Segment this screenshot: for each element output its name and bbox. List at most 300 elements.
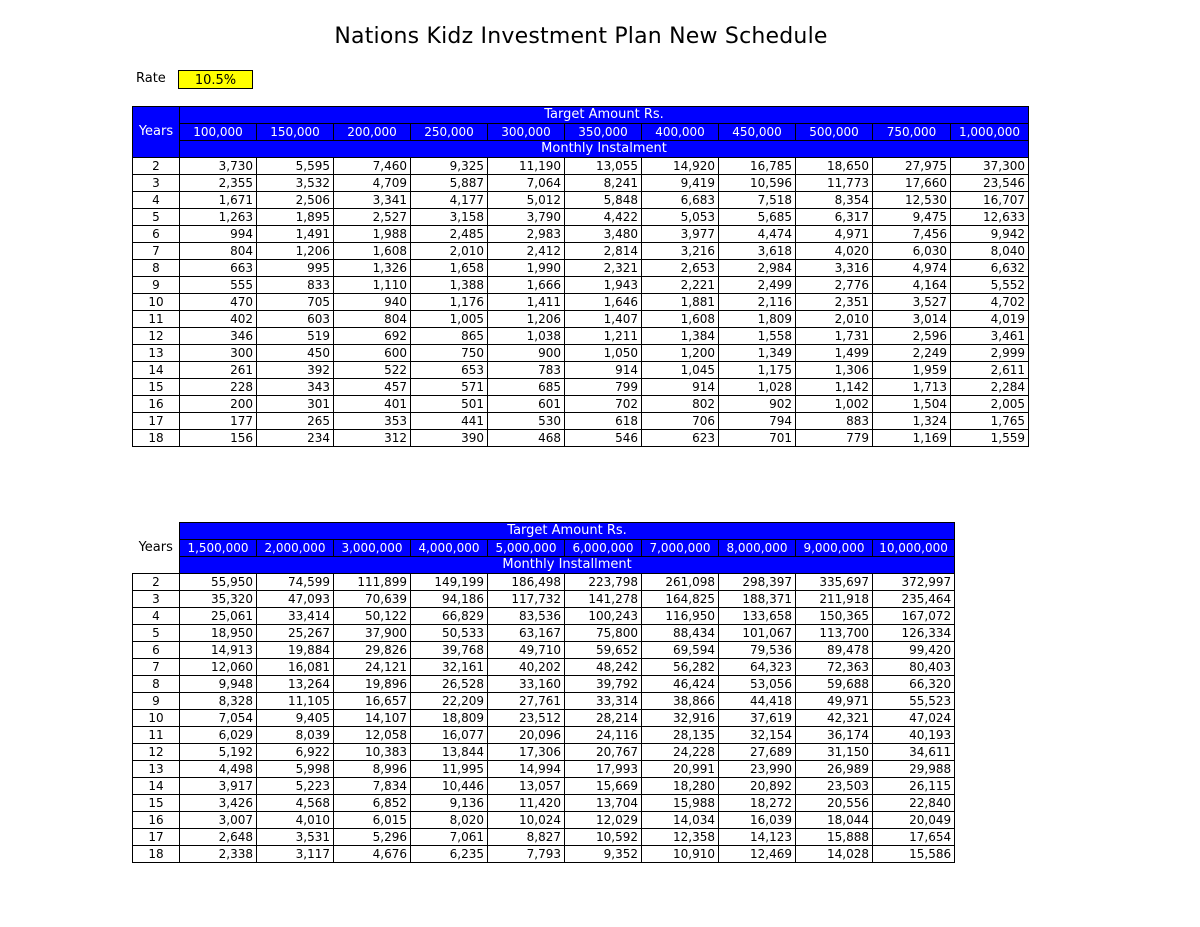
instalment-cell[interactable]: 3,532 bbox=[257, 175, 334, 192]
instalment-cell[interactable]: 47,024 bbox=[873, 710, 955, 727]
instalment-cell[interactable]: 1,504 bbox=[873, 396, 951, 413]
instalment-cell[interactable]: 6,632 bbox=[951, 260, 1029, 277]
instalment-cell[interactable]: 18,950 bbox=[180, 625, 257, 642]
years-cell[interactable]: 13 bbox=[133, 761, 180, 778]
instalment-cell[interactable]: 14,994 bbox=[488, 761, 565, 778]
years-cell[interactable]: 8 bbox=[133, 260, 180, 277]
instalment-cell[interactable]: 5,053 bbox=[642, 209, 719, 226]
years-cell[interactable]: 11 bbox=[133, 311, 180, 328]
instalment-cell[interactable]: 13,264 bbox=[257, 676, 334, 693]
instalment-cell[interactable]: 1,959 bbox=[873, 362, 951, 379]
instalment-cell[interactable]: 1,263 bbox=[180, 209, 257, 226]
instalment-cell[interactable]: 38,866 bbox=[642, 693, 719, 710]
instalment-cell[interactable]: 2,116 bbox=[719, 294, 796, 311]
instalment-cell[interactable]: 603 bbox=[257, 311, 334, 328]
instalment-cell[interactable]: 5,685 bbox=[719, 209, 796, 226]
instalment-cell[interactable]: 23,512 bbox=[488, 710, 565, 727]
instalment-cell[interactable]: 89,478 bbox=[796, 642, 873, 659]
instalment-cell[interactable]: 33,414 bbox=[257, 608, 334, 625]
instalment-cell[interactable]: 7,793 bbox=[488, 846, 565, 863]
instalment-cell[interactable]: 9,475 bbox=[873, 209, 951, 226]
instalment-cell[interactable]: 18,044 bbox=[796, 812, 873, 829]
instalment-cell[interactable]: 5,552 bbox=[951, 277, 1029, 294]
instalment-cell[interactable]: 301 bbox=[257, 396, 334, 413]
instalment-cell[interactable]: 10,592 bbox=[565, 829, 642, 846]
rate-value-cell[interactable]: 10.5% bbox=[178, 70, 253, 89]
instalment-cell[interactable]: 4,971 bbox=[796, 226, 873, 243]
instalment-cell[interactable]: 1,809 bbox=[719, 311, 796, 328]
instalment-cell[interactable]: 10,024 bbox=[488, 812, 565, 829]
instalment-cell[interactable]: 2,611 bbox=[951, 362, 1029, 379]
instalment-cell[interactable]: 39,792 bbox=[565, 676, 642, 693]
instalment-cell[interactable]: 5,223 bbox=[257, 778, 334, 795]
instalment-cell[interactable]: 914 bbox=[642, 379, 719, 396]
instalment-cell[interactable]: 6,317 bbox=[796, 209, 873, 226]
years-cell[interactable]: 18 bbox=[133, 846, 180, 863]
instalment-cell[interactable]: 133,658 bbox=[719, 608, 796, 625]
instalment-cell[interactable]: 150,365 bbox=[796, 608, 873, 625]
instalment-cell[interactable]: 47,093 bbox=[257, 591, 334, 608]
instalment-cell[interactable]: 705 bbox=[257, 294, 334, 311]
years-cell[interactable]: 15 bbox=[133, 795, 180, 812]
instalment-cell[interactable]: 7,456 bbox=[873, 226, 951, 243]
instalment-cell[interactable]: 1,765 bbox=[951, 413, 1029, 430]
instalment-cell[interactable]: 69,594 bbox=[642, 642, 719, 659]
instalment-cell[interactable]: 900 bbox=[488, 345, 565, 362]
instalment-cell[interactable]: 20,049 bbox=[873, 812, 955, 829]
instalment-cell[interactable]: 5,296 bbox=[334, 829, 411, 846]
instalment-cell[interactable]: 265 bbox=[257, 413, 334, 430]
instalment-cell[interactable]: 7,061 bbox=[411, 829, 488, 846]
instalment-cell[interactable]: 10,910 bbox=[642, 846, 719, 863]
years-cell[interactable]: 14 bbox=[133, 362, 180, 379]
instalment-cell[interactable]: 12,060 bbox=[180, 659, 257, 676]
instalment-cell[interactable]: 70,639 bbox=[334, 591, 411, 608]
instalment-cell[interactable]: 335,697 bbox=[796, 574, 873, 591]
instalment-cell[interactable]: 2,010 bbox=[796, 311, 873, 328]
instalment-cell[interactable]: 19,896 bbox=[334, 676, 411, 693]
instalment-cell[interactable]: 2,653 bbox=[642, 260, 719, 277]
instalment-cell[interactable]: 8,328 bbox=[180, 693, 257, 710]
years-cell[interactable]: 4 bbox=[133, 608, 180, 625]
instalment-cell[interactable]: 72,363 bbox=[796, 659, 873, 676]
instalment-cell[interactable]: 20,892 bbox=[719, 778, 796, 795]
instalment-cell[interactable]: 2,321 bbox=[565, 260, 642, 277]
years-cell[interactable]: 5 bbox=[133, 625, 180, 642]
instalment-cell[interactable]: 37,619 bbox=[719, 710, 796, 727]
years-cell[interactable]: 9 bbox=[133, 277, 180, 294]
years-cell[interactable]: 12 bbox=[133, 744, 180, 761]
instalment-cell[interactable]: 6,030 bbox=[873, 243, 951, 260]
instalment-cell[interactable]: 312 bbox=[334, 430, 411, 447]
instalment-cell[interactable]: 17,654 bbox=[873, 829, 955, 846]
instalment-cell[interactable]: 26,528 bbox=[411, 676, 488, 693]
instalment-cell[interactable]: 300 bbox=[180, 345, 257, 362]
instalment-cell[interactable]: 1,943 bbox=[565, 277, 642, 294]
instalment-cell[interactable]: 883 bbox=[796, 413, 873, 430]
instalment-cell[interactable]: 167,072 bbox=[873, 608, 955, 625]
instalment-cell[interactable]: 1,142 bbox=[796, 379, 873, 396]
instalment-cell[interactable]: 12,029 bbox=[565, 812, 642, 829]
instalment-cell[interactable]: 141,278 bbox=[565, 591, 642, 608]
instalment-cell[interactable]: 24,228 bbox=[642, 744, 719, 761]
instalment-cell[interactable]: 101,067 bbox=[719, 625, 796, 642]
instalment-cell[interactable]: 33,160 bbox=[488, 676, 565, 693]
instalment-cell[interactable]: 261 bbox=[180, 362, 257, 379]
instalment-cell[interactable]: 571 bbox=[411, 379, 488, 396]
instalment-cell[interactable]: 1,388 bbox=[411, 277, 488, 294]
instalment-cell[interactable]: 4,422 bbox=[565, 209, 642, 226]
years-cell[interactable]: 12 bbox=[133, 328, 180, 345]
instalment-cell[interactable]: 1,713 bbox=[873, 379, 951, 396]
instalment-cell[interactable]: 15,888 bbox=[796, 829, 873, 846]
instalment-cell[interactable]: 37,900 bbox=[334, 625, 411, 642]
instalment-cell[interactable]: 7,064 bbox=[488, 175, 565, 192]
instalment-cell[interactable]: 1,658 bbox=[411, 260, 488, 277]
instalment-cell[interactable]: 113,700 bbox=[796, 625, 873, 642]
instalment-cell[interactable]: 28,135 bbox=[642, 727, 719, 744]
instalment-cell[interactable]: 343 bbox=[257, 379, 334, 396]
instalment-cell[interactable]: 29,826 bbox=[334, 642, 411, 659]
instalment-cell[interactable]: 186,498 bbox=[488, 574, 565, 591]
instalment-cell[interactable]: 783 bbox=[488, 362, 565, 379]
instalment-cell[interactable]: 4,020 bbox=[796, 243, 873, 260]
years-cell[interactable]: 5 bbox=[133, 209, 180, 226]
instalment-cell[interactable]: 116,950 bbox=[642, 608, 719, 625]
instalment-cell[interactable]: 56,282 bbox=[642, 659, 719, 676]
instalment-cell[interactable]: 37,300 bbox=[951, 158, 1029, 175]
years-cell[interactable]: 6 bbox=[133, 226, 180, 243]
instalment-cell[interactable]: 17,660 bbox=[873, 175, 951, 192]
instalment-cell[interactable]: 5,012 bbox=[488, 192, 565, 209]
instalment-cell[interactable]: 75,800 bbox=[565, 625, 642, 642]
instalment-cell[interactable]: 156 bbox=[180, 430, 257, 447]
instalment-cell[interactable]: 3,007 bbox=[180, 812, 257, 829]
instalment-cell[interactable]: 8,241 bbox=[565, 175, 642, 192]
years-cell[interactable]: 8 bbox=[133, 676, 180, 693]
instalment-cell[interactable]: 9,419 bbox=[642, 175, 719, 192]
instalment-cell[interactable]: 402 bbox=[180, 311, 257, 328]
instalment-cell[interactable]: 685 bbox=[488, 379, 565, 396]
instalment-cell[interactable]: 1,384 bbox=[642, 328, 719, 345]
instalment-cell[interactable]: 2,485 bbox=[411, 226, 488, 243]
instalment-cell[interactable]: 20,767 bbox=[565, 744, 642, 761]
instalment-cell[interactable]: 34,611 bbox=[873, 744, 955, 761]
instalment-cell[interactable]: 11,190 bbox=[488, 158, 565, 175]
instalment-cell[interactable]: 9,325 bbox=[411, 158, 488, 175]
instalment-cell[interactable]: 15,988 bbox=[642, 795, 719, 812]
years-cell[interactable]: 13 bbox=[133, 345, 180, 362]
instalment-cell[interactable]: 66,320 bbox=[873, 676, 955, 693]
instalment-cell[interactable]: 1,671 bbox=[180, 192, 257, 209]
instalment-cell[interactable]: 49,971 bbox=[796, 693, 873, 710]
instalment-cell[interactable]: 14,034 bbox=[642, 812, 719, 829]
instalment-cell[interactable]: 470 bbox=[180, 294, 257, 311]
instalment-cell[interactable]: 14,107 bbox=[334, 710, 411, 727]
instalment-cell[interactable]: 450 bbox=[257, 345, 334, 362]
instalment-cell[interactable]: 1,045 bbox=[642, 362, 719, 379]
instalment-cell[interactable]: 50,533 bbox=[411, 625, 488, 642]
instalment-cell[interactable]: 530 bbox=[488, 413, 565, 430]
instalment-cell[interactable]: 1,176 bbox=[411, 294, 488, 311]
years-cell[interactable]: 17 bbox=[133, 829, 180, 846]
instalment-cell[interactable]: 164,825 bbox=[642, 591, 719, 608]
years-cell[interactable]: 11 bbox=[133, 727, 180, 744]
instalment-cell[interactable]: 3,117 bbox=[257, 846, 334, 863]
instalment-cell[interactable]: 1,895 bbox=[257, 209, 334, 226]
instalment-cell[interactable]: 1,050 bbox=[565, 345, 642, 362]
instalment-cell[interactable]: 19,884 bbox=[257, 642, 334, 659]
instalment-cell[interactable]: 2,506 bbox=[257, 192, 334, 209]
instalment-cell[interactable]: 3,618 bbox=[719, 243, 796, 260]
instalment-cell[interactable]: 24,121 bbox=[334, 659, 411, 676]
years-cell[interactable]: 3 bbox=[133, 591, 180, 608]
instalment-cell[interactable]: 33,314 bbox=[565, 693, 642, 710]
instalment-cell[interactable]: 2,284 bbox=[951, 379, 1029, 396]
instalment-cell[interactable]: 100,243 bbox=[565, 608, 642, 625]
instalment-cell[interactable]: 8,020 bbox=[411, 812, 488, 829]
instalment-cell[interactable]: 1,326 bbox=[334, 260, 411, 277]
instalment-cell[interactable]: 64,323 bbox=[719, 659, 796, 676]
instalment-cell[interactable]: 32,161 bbox=[411, 659, 488, 676]
instalment-cell[interactable]: 10,596 bbox=[719, 175, 796, 192]
instalment-cell[interactable]: 1,499 bbox=[796, 345, 873, 362]
instalment-cell[interactable]: 22,209 bbox=[411, 693, 488, 710]
instalment-cell[interactable]: 940 bbox=[334, 294, 411, 311]
instalment-cell[interactable]: 48,242 bbox=[565, 659, 642, 676]
instalment-cell[interactable]: 80,403 bbox=[873, 659, 955, 676]
instalment-cell[interactable]: 99,420 bbox=[873, 642, 955, 659]
years-cell[interactable]: 7 bbox=[133, 243, 180, 260]
instalment-cell[interactable]: 16,657 bbox=[334, 693, 411, 710]
instalment-cell[interactable]: 9,942 bbox=[951, 226, 1029, 243]
instalment-cell[interactable]: 18,650 bbox=[796, 158, 873, 175]
instalment-cell[interactable]: 29,988 bbox=[873, 761, 955, 778]
instalment-cell[interactable]: 23,546 bbox=[951, 175, 1029, 192]
instalment-cell[interactable]: 1,411 bbox=[488, 294, 565, 311]
instalment-cell[interactable]: 188,371 bbox=[719, 591, 796, 608]
instalment-cell[interactable]: 3,527 bbox=[873, 294, 951, 311]
years-cell[interactable]: 10 bbox=[133, 294, 180, 311]
instalment-cell[interactable]: 692 bbox=[334, 328, 411, 345]
instalment-cell[interactable]: 79,536 bbox=[719, 642, 796, 659]
instalment-cell[interactable]: 23,503 bbox=[796, 778, 873, 795]
instalment-cell[interactable]: 13,844 bbox=[411, 744, 488, 761]
instalment-cell[interactable]: 39,768 bbox=[411, 642, 488, 659]
instalment-cell[interactable]: 6,922 bbox=[257, 744, 334, 761]
instalment-cell[interactable]: 701 bbox=[719, 430, 796, 447]
instalment-cell[interactable]: 4,568 bbox=[257, 795, 334, 812]
instalment-cell[interactable]: 702 bbox=[565, 396, 642, 413]
instalment-cell[interactable]: 126,334 bbox=[873, 625, 955, 642]
instalment-cell[interactable]: 1,169 bbox=[873, 430, 951, 447]
instalment-cell[interactable]: 12,469 bbox=[719, 846, 796, 863]
instalment-cell[interactable]: 8,354 bbox=[796, 192, 873, 209]
instalment-cell[interactable]: 26,989 bbox=[796, 761, 873, 778]
instalment-cell[interactable]: 1,731 bbox=[796, 328, 873, 345]
instalment-cell[interactable]: 53,056 bbox=[719, 676, 796, 693]
instalment-cell[interactable]: 1,306 bbox=[796, 362, 873, 379]
instalment-cell[interactable]: 149,199 bbox=[411, 574, 488, 591]
instalment-cell[interactable]: 50,122 bbox=[334, 608, 411, 625]
instalment-cell[interactable]: 36,174 bbox=[796, 727, 873, 744]
instalment-cell[interactable]: 74,599 bbox=[257, 574, 334, 591]
instalment-cell[interactable]: 401 bbox=[334, 396, 411, 413]
instalment-cell[interactable]: 8,996 bbox=[334, 761, 411, 778]
instalment-cell[interactable]: 799 bbox=[565, 379, 642, 396]
instalment-cell[interactable]: 27,689 bbox=[719, 744, 796, 761]
instalment-cell[interactable]: 6,683 bbox=[642, 192, 719, 209]
instalment-cell[interactable]: 995 bbox=[257, 260, 334, 277]
instalment-cell[interactable]: 1,038 bbox=[488, 328, 565, 345]
instalment-cell[interactable]: 15,669 bbox=[565, 778, 642, 795]
instalment-cell[interactable]: 2,999 bbox=[951, 345, 1029, 362]
instalment-cell[interactable]: 3,917 bbox=[180, 778, 257, 795]
instalment-cell[interactable]: 1,558 bbox=[719, 328, 796, 345]
instalment-cell[interactable]: 750 bbox=[411, 345, 488, 362]
instalment-cell[interactable]: 6,235 bbox=[411, 846, 488, 863]
instalment-cell[interactable]: 2,351 bbox=[796, 294, 873, 311]
instalment-cell[interactable]: 6,015 bbox=[334, 812, 411, 829]
instalment-cell[interactable]: 59,652 bbox=[565, 642, 642, 659]
instalment-cell[interactable]: 20,096 bbox=[488, 727, 565, 744]
instalment-cell[interactable]: 27,761 bbox=[488, 693, 565, 710]
instalment-cell[interactable]: 12,358 bbox=[642, 829, 719, 846]
instalment-cell[interactable]: 223,798 bbox=[565, 574, 642, 591]
instalment-cell[interactable]: 8,040 bbox=[951, 243, 1029, 260]
instalment-cell[interactable]: 618 bbox=[565, 413, 642, 430]
instalment-cell[interactable]: 7,054 bbox=[180, 710, 257, 727]
instalment-cell[interactable]: 390 bbox=[411, 430, 488, 447]
instalment-cell[interactable]: 3,461 bbox=[951, 328, 1029, 345]
instalment-cell[interactable]: 2,412 bbox=[488, 243, 565, 260]
instalment-cell[interactable]: 8,039 bbox=[257, 727, 334, 744]
instalment-cell[interactable]: 14,028 bbox=[796, 846, 873, 863]
years-cell[interactable]: 14 bbox=[133, 778, 180, 795]
instalment-cell[interactable]: 18,809 bbox=[411, 710, 488, 727]
instalment-cell[interactable]: 353 bbox=[334, 413, 411, 430]
instalment-cell[interactable]: 653 bbox=[411, 362, 488, 379]
instalment-cell[interactable]: 94,186 bbox=[411, 591, 488, 608]
instalment-cell[interactable]: 1,988 bbox=[334, 226, 411, 243]
instalment-cell[interactable]: 865 bbox=[411, 328, 488, 345]
instalment-cell[interactable]: 1,028 bbox=[719, 379, 796, 396]
instalment-cell[interactable]: 46,424 bbox=[642, 676, 719, 693]
instalment-cell[interactable]: 23,990 bbox=[719, 761, 796, 778]
instalment-cell[interactable]: 7,834 bbox=[334, 778, 411, 795]
instalment-cell[interactable]: 42,321 bbox=[796, 710, 873, 727]
instalment-cell[interactable]: 1,666 bbox=[488, 277, 565, 294]
instalment-cell[interactable]: 3,316 bbox=[796, 260, 873, 277]
instalment-cell[interactable]: 1,200 bbox=[642, 345, 719, 362]
instalment-cell[interactable]: 3,730 bbox=[180, 158, 257, 175]
instalment-cell[interactable]: 3,977 bbox=[642, 226, 719, 243]
instalment-cell[interactable]: 7,460 bbox=[334, 158, 411, 175]
instalment-cell[interactable]: 5,192 bbox=[180, 744, 257, 761]
instalment-cell[interactable]: 55,523 bbox=[873, 693, 955, 710]
instalment-cell[interactable]: 25,061 bbox=[180, 608, 257, 625]
instalment-cell[interactable]: 4,010 bbox=[257, 812, 334, 829]
instalment-cell[interactable]: 11,420 bbox=[488, 795, 565, 812]
instalment-cell[interactable]: 26,115 bbox=[873, 778, 955, 795]
instalment-cell[interactable]: 66,829 bbox=[411, 608, 488, 625]
instalment-cell[interactable]: 2,983 bbox=[488, 226, 565, 243]
instalment-cell[interactable]: 1,559 bbox=[951, 430, 1029, 447]
years-cell[interactable]: 2 bbox=[133, 574, 180, 591]
instalment-cell[interactable]: 35,320 bbox=[180, 591, 257, 608]
instalment-cell[interactable]: 994 bbox=[180, 226, 257, 243]
instalment-cell[interactable]: 1,608 bbox=[334, 243, 411, 260]
instalment-cell[interactable]: 88,434 bbox=[642, 625, 719, 642]
instalment-cell[interactable]: 3,480 bbox=[565, 226, 642, 243]
instalment-cell[interactable]: 40,202 bbox=[488, 659, 565, 676]
instalment-cell[interactable]: 2,776 bbox=[796, 277, 873, 294]
years-cell[interactable]: 17 bbox=[133, 413, 180, 430]
instalment-cell[interactable]: 706 bbox=[642, 413, 719, 430]
instalment-cell[interactable]: 12,530 bbox=[873, 192, 951, 209]
instalment-cell[interactable]: 501 bbox=[411, 396, 488, 413]
instalment-cell[interactable]: 200 bbox=[180, 396, 257, 413]
instalment-cell[interactable]: 16,077 bbox=[411, 727, 488, 744]
instalment-cell[interactable]: 1,175 bbox=[719, 362, 796, 379]
instalment-cell[interactable]: 9,405 bbox=[257, 710, 334, 727]
instalment-cell[interactable]: 83,536 bbox=[488, 608, 565, 625]
years-cell[interactable]: 7 bbox=[133, 659, 180, 676]
instalment-cell[interactable]: 18,280 bbox=[642, 778, 719, 795]
instalment-cell[interactable]: 14,920 bbox=[642, 158, 719, 175]
instalment-cell[interactable]: 14,913 bbox=[180, 642, 257, 659]
instalment-cell[interactable]: 111,899 bbox=[334, 574, 411, 591]
instalment-cell[interactable]: 601 bbox=[488, 396, 565, 413]
instalment-cell[interactable]: 9,948 bbox=[180, 676, 257, 693]
instalment-cell[interactable]: 1,990 bbox=[488, 260, 565, 277]
instalment-cell[interactable]: 3,426 bbox=[180, 795, 257, 812]
instalment-cell[interactable]: 441 bbox=[411, 413, 488, 430]
instalment-cell[interactable]: 2,499 bbox=[719, 277, 796, 294]
years-cell[interactable]: 4 bbox=[133, 192, 180, 209]
instalment-cell[interactable]: 372,997 bbox=[873, 574, 955, 591]
instalment-cell[interactable]: 12,633 bbox=[951, 209, 1029, 226]
instalment-cell[interactable]: 6,852 bbox=[334, 795, 411, 812]
instalment-cell[interactable]: 24,116 bbox=[565, 727, 642, 744]
instalment-cell[interactable]: 4,702 bbox=[951, 294, 1029, 311]
instalment-cell[interactable]: 2,221 bbox=[642, 277, 719, 294]
instalment-cell[interactable]: 16,081 bbox=[257, 659, 334, 676]
years-cell[interactable]: 3 bbox=[133, 175, 180, 192]
instalment-cell[interactable]: 11,105 bbox=[257, 693, 334, 710]
instalment-cell[interactable]: 4,498 bbox=[180, 761, 257, 778]
instalment-cell[interactable]: 346 bbox=[180, 328, 257, 345]
instalment-cell[interactable]: 6,029 bbox=[180, 727, 257, 744]
instalment-cell[interactable]: 2,249 bbox=[873, 345, 951, 362]
instalment-cell[interactable]: 17,993 bbox=[565, 761, 642, 778]
years-cell[interactable]: 2 bbox=[133, 158, 180, 175]
instalment-cell[interactable]: 4,676 bbox=[334, 846, 411, 863]
instalment-cell[interactable]: 10,446 bbox=[411, 778, 488, 795]
instalment-cell[interactable]: 20,556 bbox=[796, 795, 873, 812]
instalment-cell[interactable]: 7,518 bbox=[719, 192, 796, 209]
instalment-cell[interactable]: 2,005 bbox=[951, 396, 1029, 413]
instalment-cell[interactable]: 1,206 bbox=[488, 311, 565, 328]
instalment-cell[interactable]: 55,950 bbox=[180, 574, 257, 591]
instalment-cell[interactable]: 1,881 bbox=[642, 294, 719, 311]
instalment-cell[interactable]: 20,991 bbox=[642, 761, 719, 778]
instalment-cell[interactable]: 28,214 bbox=[565, 710, 642, 727]
instalment-cell[interactable]: 779 bbox=[796, 430, 873, 447]
instalment-cell[interactable]: 9,136 bbox=[411, 795, 488, 812]
instalment-cell[interactable]: 31,150 bbox=[796, 744, 873, 761]
instalment-cell[interactable]: 11,995 bbox=[411, 761, 488, 778]
